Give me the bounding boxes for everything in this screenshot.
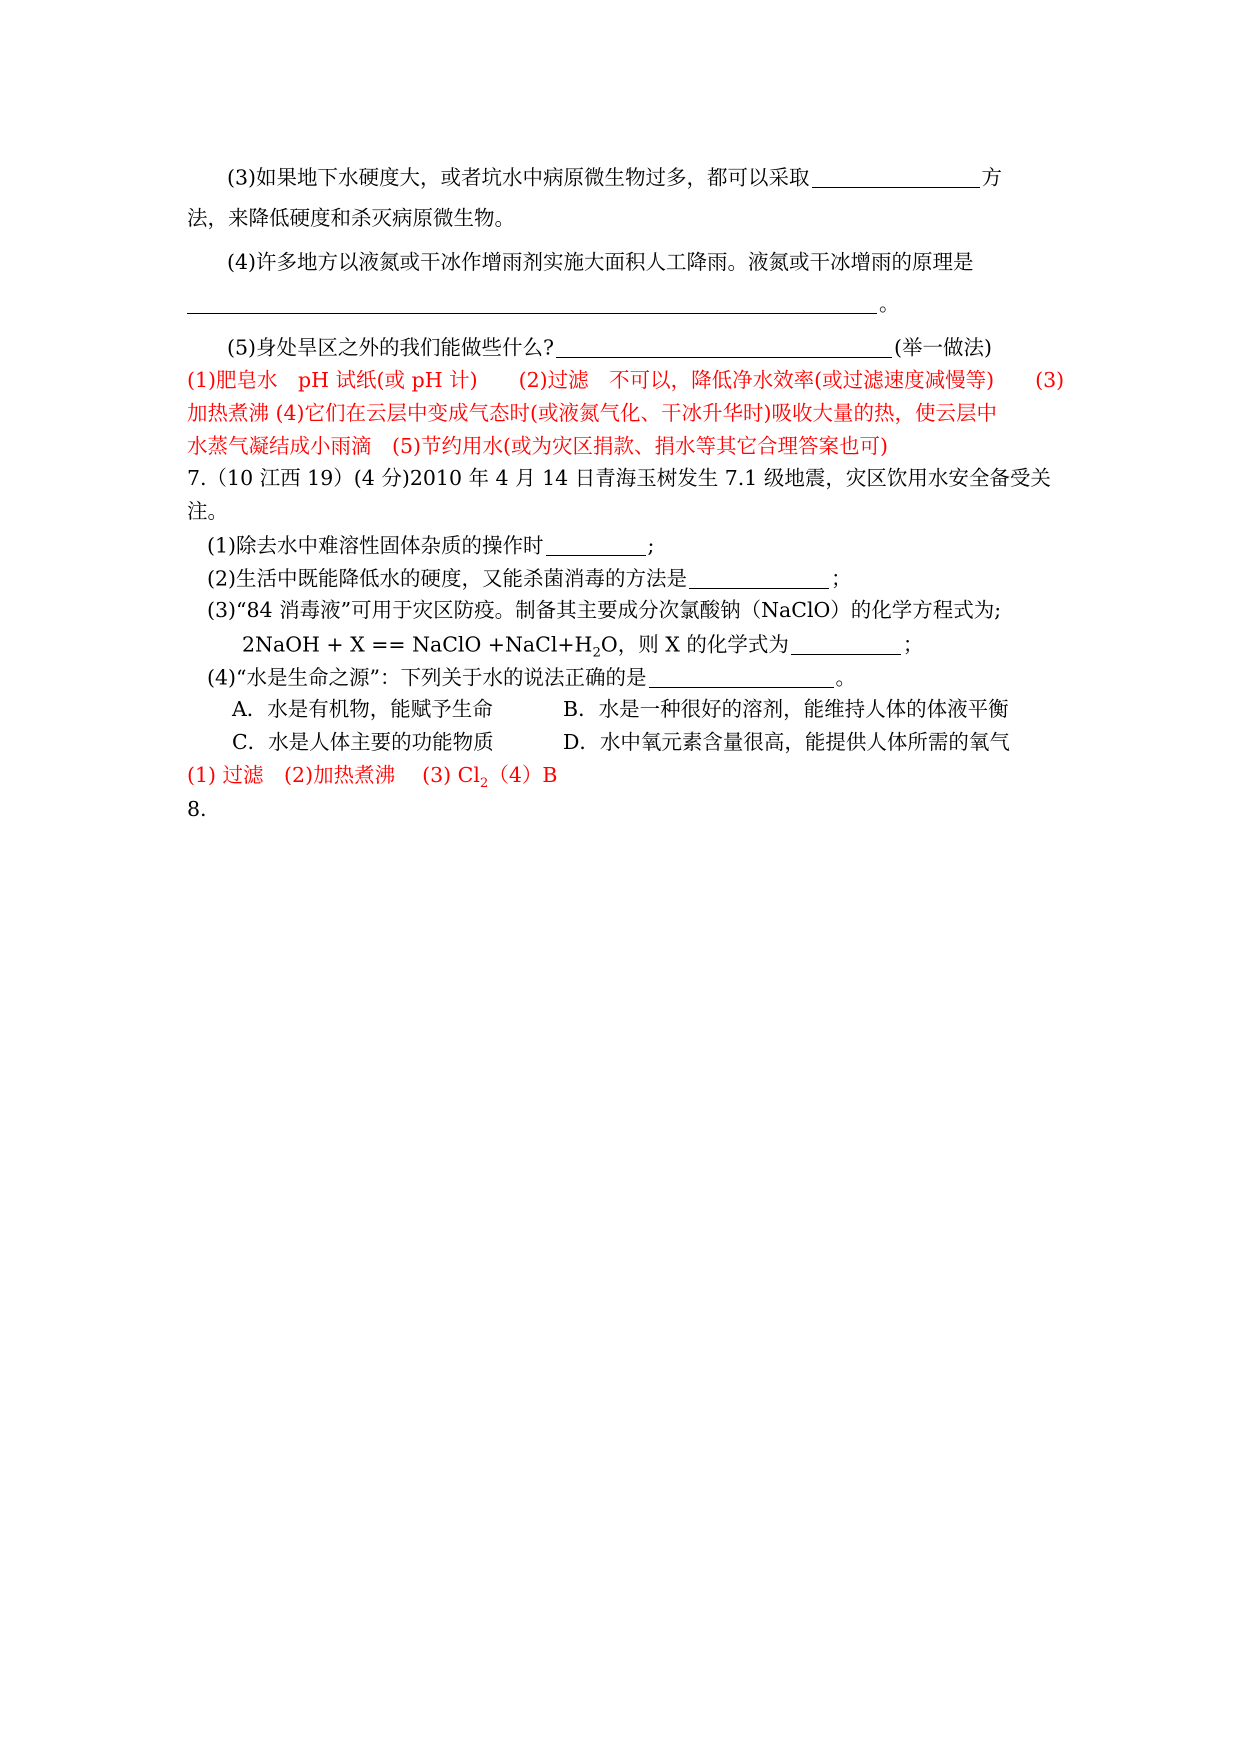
q6-part3-line2 xyxy=(187,208,515,229)
q7-stem-line2 xyxy=(187,501,228,522)
q7-option-a-text: A．水是有机物，能赋予生命 xyxy=(232,697,493,721)
q7-sub3-end: ； xyxy=(902,632,924,657)
q6-answer-line1 xyxy=(187,370,1064,391)
q7-sub1-text: (1)除去水中难溶性固体杂质的操作时 xyxy=(207,533,544,558)
q7-sub3-text: (3)“84 消毒液”可用于灾区防疫。制备其主要成分次氯酸钠（NaClO）的化学方程式为; xyxy=(207,598,1002,622)
q7-option-c xyxy=(232,732,494,753)
q7-sub1-end: ; xyxy=(647,533,655,558)
q7-sub4-answer-blank[interactable] xyxy=(649,666,834,688)
q7-sub2-answer-blank[interactable] xyxy=(689,567,829,589)
q7-option-c-text: C．水是人体主要的功能物质 xyxy=(232,730,494,754)
q7-sub2-text: (2)生活中既能降低水的硬度，又能杀菌消毒的方法是 xyxy=(207,566,688,591)
q6-part5-line xyxy=(227,336,992,358)
q6-part5-note: (举一做法) xyxy=(894,335,993,360)
q6-part4-line2 xyxy=(187,292,900,314)
q6-answer-text-1: (1)肥皂水 pH 试纸(或 pH 计) (2)过滤 不可以，降低净水效率(或过滤速度减慢等) (3) xyxy=(187,368,1065,392)
q6-part5-text: (5)身处旱区之外的我们能做些什么? xyxy=(227,335,555,360)
q7-stem-continuation: 注。 xyxy=(187,499,228,523)
q6-answer-text-3: 水蒸气凝结成小雨滴 (5)节约用水(或为灾区捐款、捐水等其它合理答案也可) xyxy=(187,434,889,458)
q6-answer-text-2: 加热煮沸 (4)它们在云层中变成气态时(或液氮气化、干冰升华时)吸收大量的热，使云层中 xyxy=(187,401,998,425)
q7-sub4-end: 。 xyxy=(835,665,856,690)
q7-option-a xyxy=(232,699,493,720)
q7-equation-text: 2NaOH + X == NaClO +NaCl+H xyxy=(242,632,593,657)
q7-sub1-answer-blank[interactable] xyxy=(546,534,646,556)
q6-part4-period: 。 xyxy=(879,291,900,316)
q6-part3-text: (3)如果地下水硬度大，或者坑水中病原微生物过多，都可以采取 xyxy=(227,165,810,190)
q7-option-b xyxy=(563,699,1009,720)
q6-part4-answer-blank[interactable] xyxy=(187,292,877,314)
q6-answer-line3 xyxy=(187,436,888,457)
q7-option-b-text: B．水是一种很好的溶剂，能维持人体的体液平衡 xyxy=(563,697,1009,721)
q6-part5-answer-blank[interactable] xyxy=(556,336,892,358)
q7-answer-text-end: （4）B xyxy=(488,763,558,787)
q6-part3-answer-blank[interactable] xyxy=(812,166,980,188)
q6-part3-text-end: 方 xyxy=(981,165,1003,190)
q7-sub2-end: ； xyxy=(831,566,852,591)
q6-part3-line1 xyxy=(227,166,1002,188)
q8-label xyxy=(187,799,207,820)
q7-option-d-text: D．水中氧元素含量很高，能提供人体所需的氧气 xyxy=(563,730,1010,754)
q7-option-d xyxy=(563,732,1010,753)
q7-sub4 xyxy=(207,666,856,688)
q7-sub2 xyxy=(207,567,852,589)
q7-answer-subscript: 2 xyxy=(479,776,489,792)
q7-stem-line1 xyxy=(187,468,1051,489)
q6-part4-line1 xyxy=(227,252,974,273)
q6-part4-text: (4)许多地方以液氮或干冰作增雨剂实施大面积人工降雨。液氮或干冰增雨的原理是 xyxy=(227,250,974,274)
q7-answer-text: (1) 过滤 (2)加热煮沸 (3) Cl xyxy=(187,763,480,787)
q7-sub3-answer-blank[interactable] xyxy=(791,633,901,655)
q7-sub4-text: (4)“水是生命之源”：下列关于水的说法正确的是 xyxy=(207,665,647,690)
q7-equation-subscript: 2 xyxy=(592,645,601,661)
q6-part3-continuation: 法，来降低硬度和杀灭病原微生物。 xyxy=(187,206,515,230)
q7-answer-line xyxy=(187,763,558,792)
q7-sub3-equation xyxy=(242,632,924,661)
q8-number: 8. xyxy=(187,797,207,821)
q6-answer-line2 xyxy=(187,403,997,424)
q7-sub1 xyxy=(207,534,654,556)
q7-equation-question: O，则 X 的化学式为 xyxy=(600,632,789,657)
q7-sub3 xyxy=(207,600,1001,621)
q7-stem-text: 7.（10 江西 19）(4 分)2010 年 4 月 14 日青海玉树发生 7.1 级地震，灾区饮用水安全备受关 xyxy=(187,466,1051,490)
